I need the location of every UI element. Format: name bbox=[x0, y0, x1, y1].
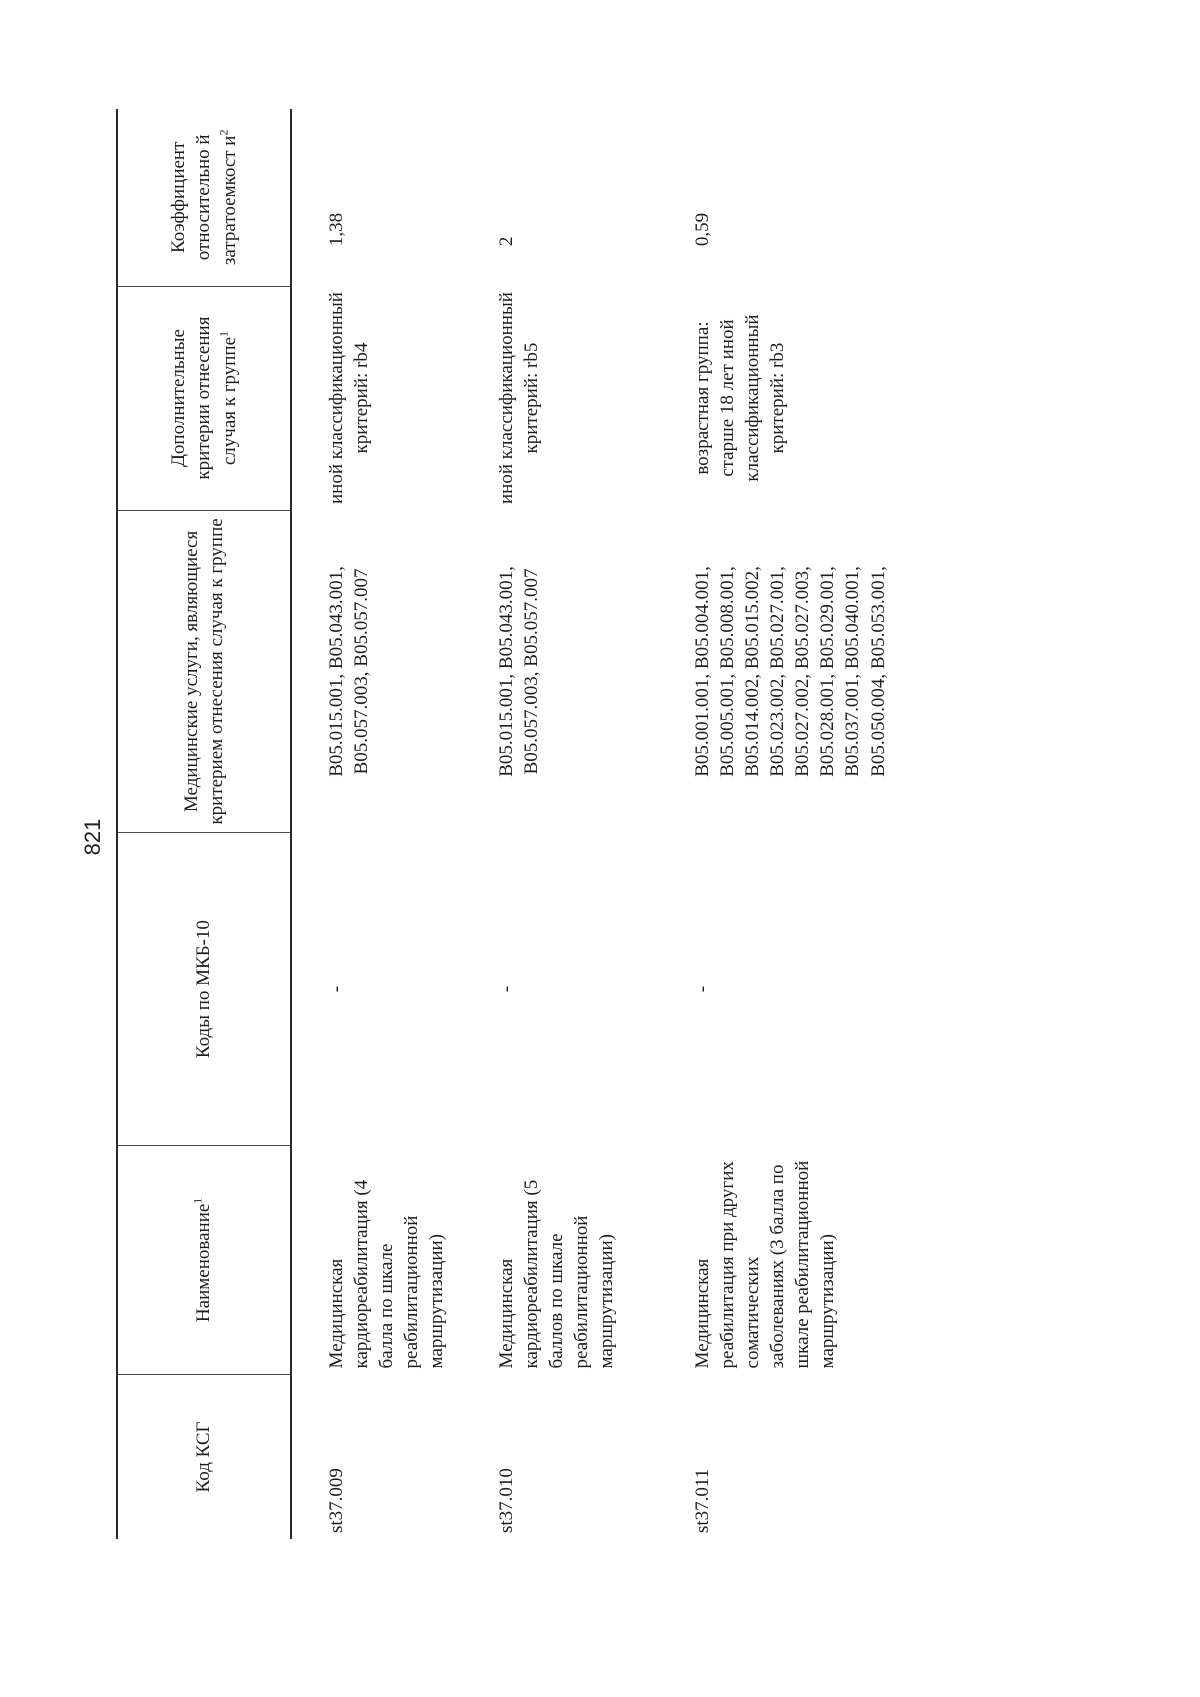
table-row bbox=[690, 109, 891, 1539]
cell-services: B05.015.001, B05.043.001, B05.057.003, B05.057.007 bbox=[326, 566, 373, 777]
table-header-row bbox=[117, 109, 291, 1539]
cell-criteria: иной классификационный критерий: rb5 bbox=[496, 292, 543, 505]
table-row bbox=[291, 109, 494, 1539]
cell-coefficient: 0,59 bbox=[692, 212, 713, 247]
cell-icd: - bbox=[326, 985, 347, 993]
cell-icd: - bbox=[692, 985, 713, 993]
cell-name: Медицинская реабилитация при других соматических заболеваниях (3 балла по шкале реабилитационной маршрутизации) bbox=[692, 1160, 839, 1369]
page-number: 821 bbox=[80, 818, 105, 856]
header-cell-criteria: Дополнительные критерии отнесения случая к группе$^1$ bbox=[117, 286, 291, 510]
header-cell-name: Наименование$^1$ bbox=[117, 1145, 291, 1374]
header-cell-services: Медицинские услуги, являющиеся критерием отнесения случая к группе bbox=[117, 510, 291, 833]
cell-services: B05.001.001, B05.004.001, B05.005.001, B05.008.001, B05.014.002, B05.015.002, B05.023.002, B05.027.001, B05.027.002, B05.027.003, B05.028.001, B05.029.001, B05.037.001, B05.040.001, B05.050.004, B05.053.001, bbox=[692, 566, 889, 777]
cell-icd: - bbox=[496, 985, 517, 993]
ksg-table bbox=[116, 109, 891, 1539]
cell-criteria: иной классификационный критерий: rb4 bbox=[326, 292, 373, 505]
cell-code: st37.011 bbox=[692, 1468, 713, 1533]
header-cell-code: Код КСГ bbox=[117, 1374, 291, 1539]
cell-coefficient: 1,38 bbox=[326, 212, 347, 247]
cell-code: st37.010 bbox=[496, 1468, 517, 1533]
cell-name: Медицинская кардиореабилитация (4 балла по шкале реабилитационной маршрутизации) bbox=[326, 1179, 448, 1369]
header-cell-coefficient: Коэффициент относительно й затратоемкост $и^2$ bbox=[117, 109, 291, 286]
header-cell-icd: Коды по МКБ-10 bbox=[117, 833, 291, 1145]
cell-code: st37.009 bbox=[326, 1468, 347, 1533]
cell-services: B05.015.001, B05.043.001, B05.057.003, B05.057.007 bbox=[496, 566, 543, 777]
cell-coefficient: 2 bbox=[496, 236, 517, 247]
cell-criteria: возрастная группа: старше 18 лет иной классификационный критерий: rb3 bbox=[692, 314, 789, 482]
table-row bbox=[494, 109, 690, 1539]
cell-name: Медицинская кардиореабилитация (5 баллов по шкале реабилитационной маршрутизации) bbox=[496, 1179, 618, 1369]
